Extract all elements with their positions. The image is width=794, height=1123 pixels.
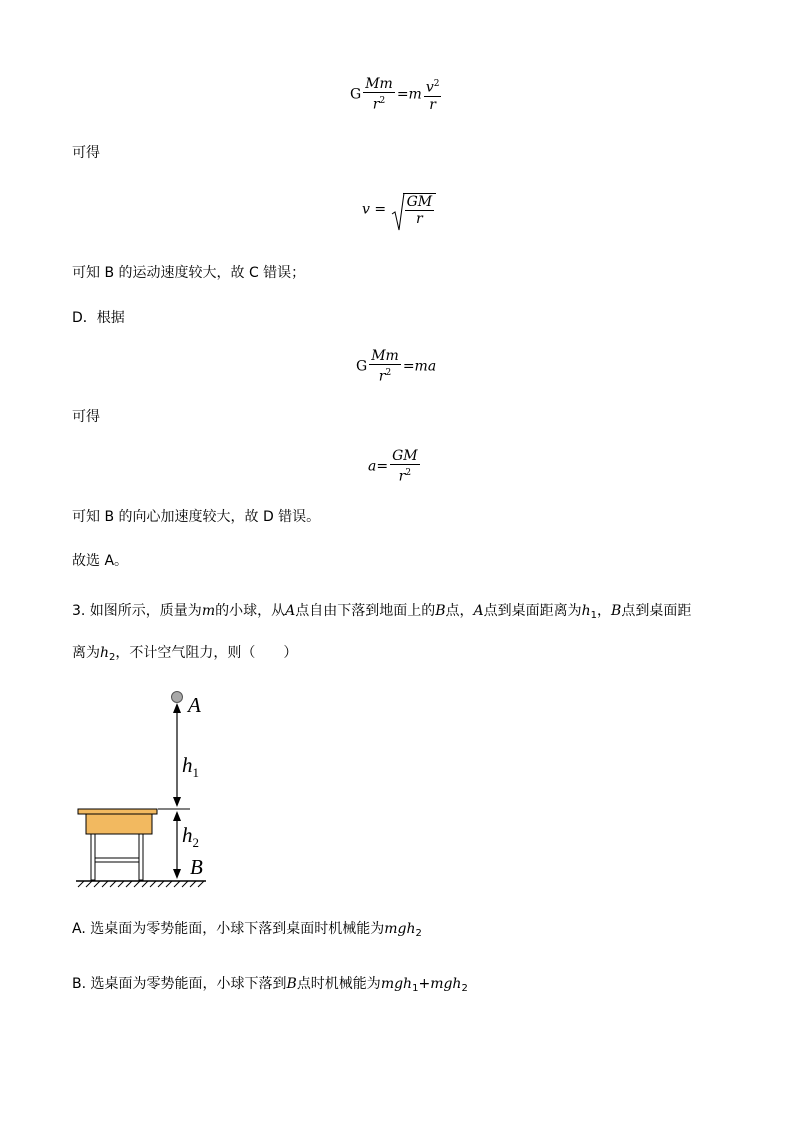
option-b-text: B. 选桌面为零势能面，小球下落到 bbox=[72, 976, 287, 992]
eq1-denominator: r bbox=[372, 96, 380, 113]
label-h2-base: h bbox=[182, 823, 193, 847]
var-h1-sub: 1 bbox=[590, 610, 598, 621]
eq4-equals: = bbox=[376, 458, 389, 475]
desk-top bbox=[78, 809, 157, 814]
option-a[interactable] bbox=[72, 920, 422, 943]
arrow-up-icon bbox=[173, 703, 181, 713]
eq4-numerator: GM bbox=[392, 448, 418, 464]
eq1-rhs-exp: 2 bbox=[433, 79, 440, 89]
option-b-f1: mgh bbox=[380, 976, 413, 992]
var-h2: h bbox=[100, 645, 110, 661]
q3-text-b: 的小球，从 bbox=[215, 603, 286, 619]
var-h2-sub: 2 bbox=[109, 652, 116, 663]
option-b-s1: 1 bbox=[412, 983, 419, 994]
eq1-equals: = bbox=[396, 86, 409, 103]
eq3-equals: = bbox=[402, 358, 415, 375]
eq1-rhs-den: r bbox=[424, 96, 442, 113]
label-A: A bbox=[188, 693, 201, 717]
q3-text-i: ，不计空气阻力，则（ ） bbox=[115, 645, 298, 661]
label-h2 bbox=[182, 823, 199, 850]
ball bbox=[172, 692, 183, 703]
question-3-line-2 bbox=[72, 644, 297, 667]
option-b-plus: + bbox=[418, 976, 431, 992]
eq3-G: G bbox=[356, 358, 368, 375]
equation-gravity-acceleration bbox=[356, 348, 436, 385]
sqrt-symbol bbox=[391, 192, 437, 227]
option-b-s2: 2 bbox=[461, 983, 468, 994]
option-b-f2: mgh bbox=[430, 976, 462, 992]
q3-text-e: 点到桌面距离为 bbox=[483, 603, 582, 619]
eq4-denominator: r bbox=[398, 468, 406, 485]
eq1-G: G bbox=[350, 86, 362, 103]
eq1-numerator: Mm bbox=[365, 76, 393, 92]
desk-leg-left bbox=[91, 834, 95, 880]
text-d-conclusion: 可知 B 的向心加速度较大，故 D 错误。 bbox=[72, 509, 321, 525]
arrow-down-icon bbox=[173, 797, 181, 807]
eq3-den-exp: 2 bbox=[385, 368, 392, 378]
equation-gravity-centripetal bbox=[350, 76, 443, 113]
q3-text-d: 点， bbox=[445, 603, 474, 619]
falling-ball-figure bbox=[72, 686, 222, 892]
eq1-den-exp: 2 bbox=[379, 96, 386, 106]
eq2-numerator: GM bbox=[406, 194, 433, 210]
text-kede-1: 可得 bbox=[72, 145, 100, 161]
equation-velocity bbox=[362, 192, 436, 227]
var-A-2: A bbox=[473, 603, 484, 619]
eq1-m: m bbox=[408, 86, 422, 103]
label-h1-base: h bbox=[182, 753, 193, 777]
option-b-var-B: B bbox=[286, 976, 297, 992]
q3-text-a: 3. 如图所示，质量为 bbox=[72, 603, 202, 619]
eq3-denominator: r bbox=[378, 368, 386, 385]
option-b[interactable] bbox=[72, 975, 468, 998]
label-B: B bbox=[190, 855, 203, 879]
arrow-down-icon bbox=[173, 869, 181, 879]
desk-leg-right bbox=[139, 834, 143, 880]
ground-hatching bbox=[78, 881, 204, 887]
question-3-line-1 bbox=[72, 602, 691, 625]
label-h2-sub: 2 bbox=[192, 835, 199, 850]
q3-text-c: 点自由下落到地面上的 bbox=[295, 603, 436, 619]
option-a-sub: 2 bbox=[415, 928, 422, 939]
eq4-a: a bbox=[368, 458, 377, 475]
arrow-up-icon bbox=[173, 811, 181, 821]
eq3-rhs: ma bbox=[414, 358, 437, 375]
q3-text-g: 点到桌面距 bbox=[621, 603, 692, 619]
eq2-denominator: r bbox=[405, 210, 435, 227]
eq3-numerator: Mm bbox=[371, 348, 399, 364]
desk-crossbar bbox=[95, 858, 139, 862]
var-A: A bbox=[285, 603, 296, 619]
text-d-gengju: D．根据 bbox=[72, 310, 125, 326]
var-B-2: B bbox=[611, 603, 622, 619]
var-m: m bbox=[201, 603, 216, 619]
eq4-den-exp: 2 bbox=[405, 468, 412, 478]
eq2-v: v bbox=[362, 201, 370, 218]
desk-drawer bbox=[86, 814, 152, 834]
var-h1: h bbox=[581, 603, 591, 619]
text-answer: 故选 A。 bbox=[72, 553, 129, 569]
label-h1 bbox=[182, 753, 199, 780]
q3-text-f: ， bbox=[597, 603, 612, 619]
equation-acceleration bbox=[368, 448, 422, 485]
option-a-text: A. 选桌面为零势能面，小球下落到桌面时机械能为 bbox=[72, 921, 385, 937]
var-B: B bbox=[435, 603, 446, 619]
label-h1-sub: 1 bbox=[192, 765, 199, 780]
eq1-rhs-num: v bbox=[425, 79, 434, 96]
text-c-conclusion: 可知 B 的运动速度较大，故 C 错误； bbox=[72, 265, 306, 281]
eq2-equals: = bbox=[374, 201, 387, 218]
text-kede-2: 可得 bbox=[72, 409, 100, 425]
radical-icon bbox=[391, 192, 405, 232]
option-b-text-mid: 点时机械能为 bbox=[296, 976, 381, 992]
q3-text-h: 离为 bbox=[72, 645, 100, 661]
option-a-formula: mgh bbox=[384, 921, 416, 937]
